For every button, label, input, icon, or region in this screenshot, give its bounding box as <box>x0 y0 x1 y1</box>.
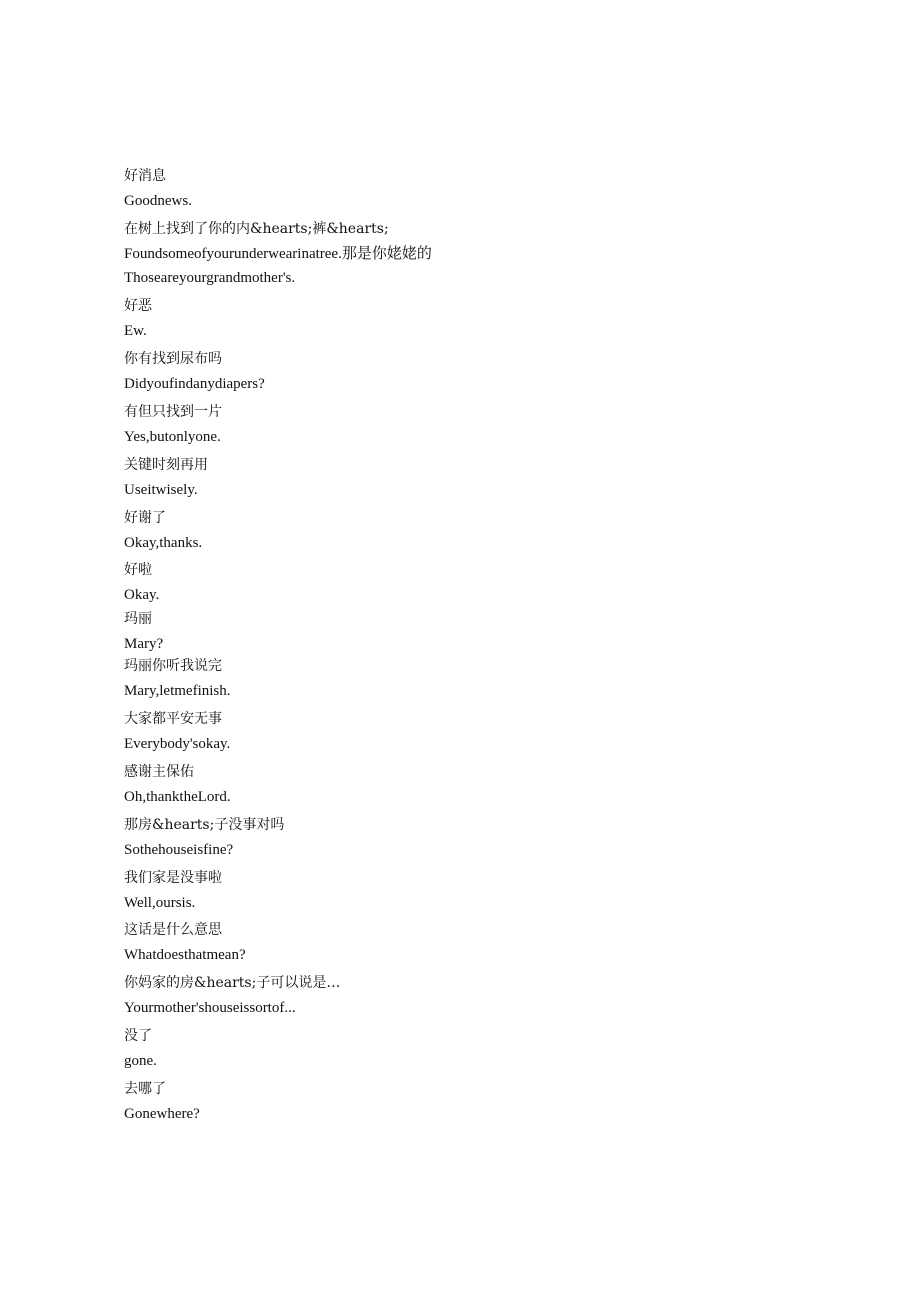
subtitle-pair <box>124 506 824 555</box>
english-line: Well,oursis. <box>124 894 196 911</box>
chinese-line: 去哪了 <box>124 1081 166 1097</box>
subtitle-pair <box>124 971 824 1020</box>
chinese-line: 没了 <box>124 1028 152 1044</box>
english-line: Everybody'sokay. <box>124 735 231 752</box>
subtitle-pair <box>124 1077 824 1126</box>
subtitle-pair <box>124 1024 824 1073</box>
english-line: gone. <box>124 1052 157 1069</box>
subtitle-pair <box>124 400 824 449</box>
chinese-line: 感谢主保佑 <box>124 764 194 780</box>
subtitle-pair <box>124 558 824 607</box>
english-line: Goodnews. <box>124 192 192 209</box>
english-line: Oh,thanktheLord. <box>124 788 231 805</box>
english-line: Gonewhere? <box>124 1105 200 1122</box>
english-line: Yourmother'shouseissortof... <box>124 999 296 1016</box>
chinese-line: 你有找到尿布吗 <box>124 351 222 367</box>
subtitle-pair <box>124 347 824 396</box>
chinese-line: 好消息 <box>124 168 166 184</box>
chinese-line: 关键时刻再用 <box>124 457 208 473</box>
chinese-line: 玛丽 <box>124 611 152 627</box>
subtitle-pair <box>124 294 824 343</box>
english-line: Okay,thanks. <box>124 534 203 551</box>
chinese-line: 在树上找到了你的内&hearts;裤&hearts; <box>124 221 389 237</box>
subtitle-pair <box>124 813 824 862</box>
subtitle-pair <box>124 217 824 291</box>
english-line: Whatdoesthatmean? <box>124 946 246 963</box>
chinese-line: 好啦 <box>124 562 152 578</box>
chinese-line: 这话是什么意思 <box>124 922 222 938</box>
subtitle-pair <box>124 866 824 915</box>
english-line: Useitwisely. <box>124 481 198 498</box>
english-line: Okay. <box>124 586 160 603</box>
chinese-line: 有但只找到一片 <box>124 404 222 420</box>
chinese-line: 好恶 <box>124 298 152 314</box>
subtitle-pair <box>124 164 824 213</box>
subtitle-pair <box>124 918 824 967</box>
chinese-line: 我们家是没事啦 <box>124 870 222 886</box>
subtitle-pair <box>124 707 824 756</box>
chinese-line: 玛丽你听我说完 <box>124 658 222 674</box>
english-line: Yes,butonlyone. <box>124 428 221 445</box>
chinese-line: 你妈家的房&hearts;子可以说是… <box>124 975 341 991</box>
subtitle-pair <box>124 760 824 809</box>
subtitle-pair <box>124 654 824 703</box>
english-line: Foundsomeofyourunderwearinatree.那是你姥姥的 <box>124 245 432 262</box>
chinese-line: 那房&hearts;子没事对吗 <box>124 817 285 833</box>
english-line: Thoseareyourgrandmother's. <box>124 270 296 286</box>
chinese-line: 好谢了 <box>124 510 166 526</box>
subtitle-pair <box>124 607 824 656</box>
english-line: Mary,letmefinish. <box>124 682 231 699</box>
english-line: Sothehouseisfine? <box>124 841 234 858</box>
english-line: Mary? <box>124 635 164 652</box>
subtitle-pair <box>124 453 824 502</box>
chinese-line: 大家都平安无事 <box>124 711 222 727</box>
english-line: Didyoufindanydiapers? <box>124 375 265 392</box>
english-line: Ew. <box>124 322 147 339</box>
